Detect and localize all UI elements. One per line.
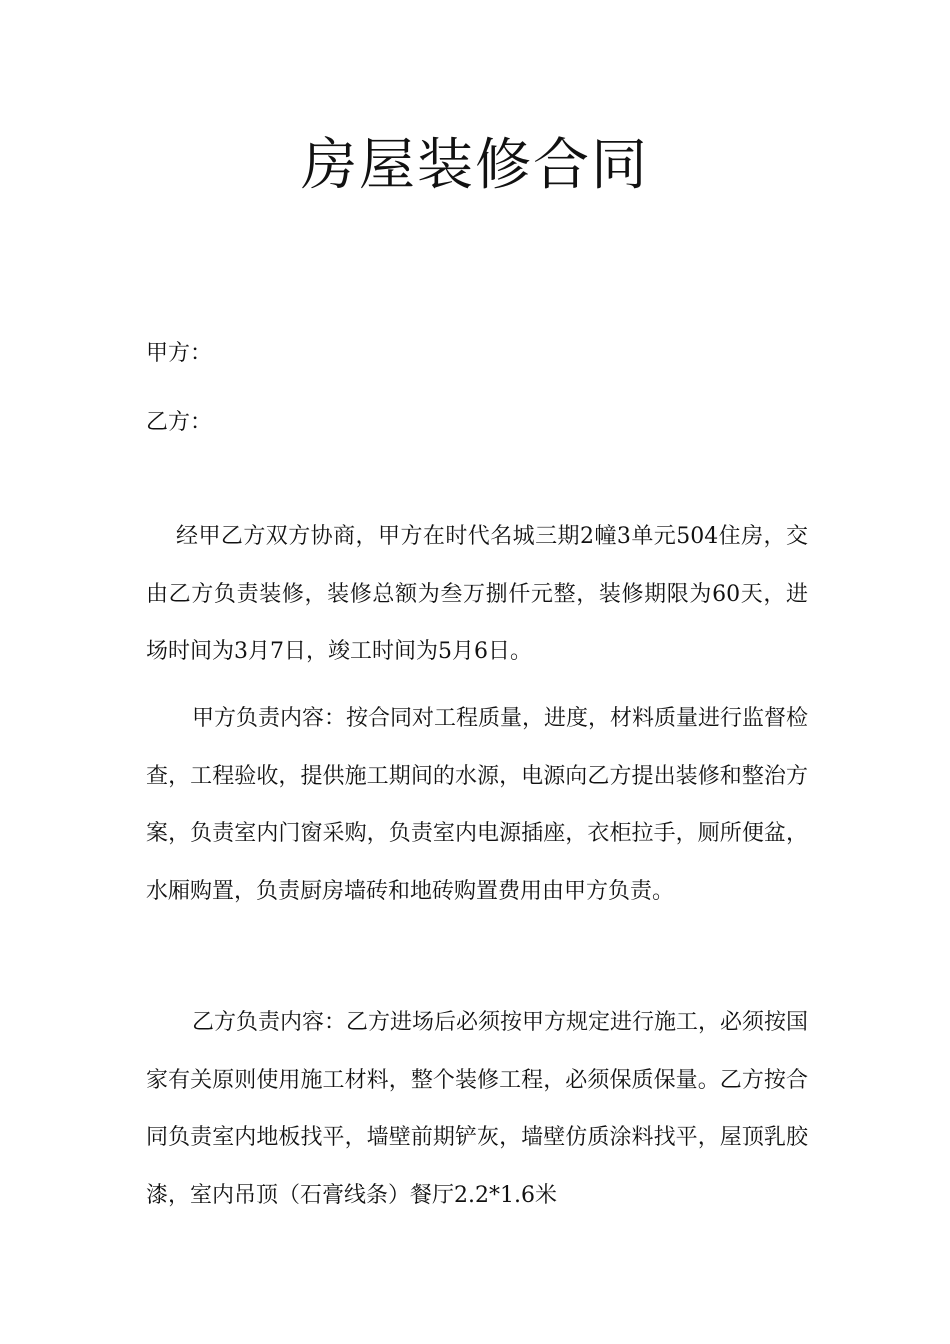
contract-paragraph-1: 经甲乙方双方协商，甲方在时代名城三期2幢3单元504住房，交由乙方负责装修，装修总额为叁万捌仟元整，装修期限为60天，进场时间为3月7日，竣工时间为5月6日。 [146, 524, 808, 664]
contract-paragraph-2: 甲方负责内容：按合同对工程质量，进度，材料质量进行监督检查，工程验收，提供施工期间的水源，电源向乙方提出装修和整治方案，负责室内门窗采购，负责室内电源插座，衣柜拉手，厕所便盆，水厢购置，负责厨房墙砖和地砖购置费用由甲方负责。 [146, 706, 809, 904]
document-title: 房屋装修合同 [301, 133, 649, 198]
party-a-label: 甲方： [146, 341, 213, 366]
party-b-label: 乙方： [146, 410, 213, 435]
contract-paragraph-3: 乙方负责内容：乙方进场后必须按甲方规定进行施工，必须按国家有关原则使用施工材料，整个装修工程，必须保质保量。乙方按合同负责室内地板找平，墙壁前期铲灰，墙壁仿质涂料找平，屋顶乳胶漆，室内吊顶（石膏线条）餐厅2.2*1.6米 [146, 1010, 809, 1208]
